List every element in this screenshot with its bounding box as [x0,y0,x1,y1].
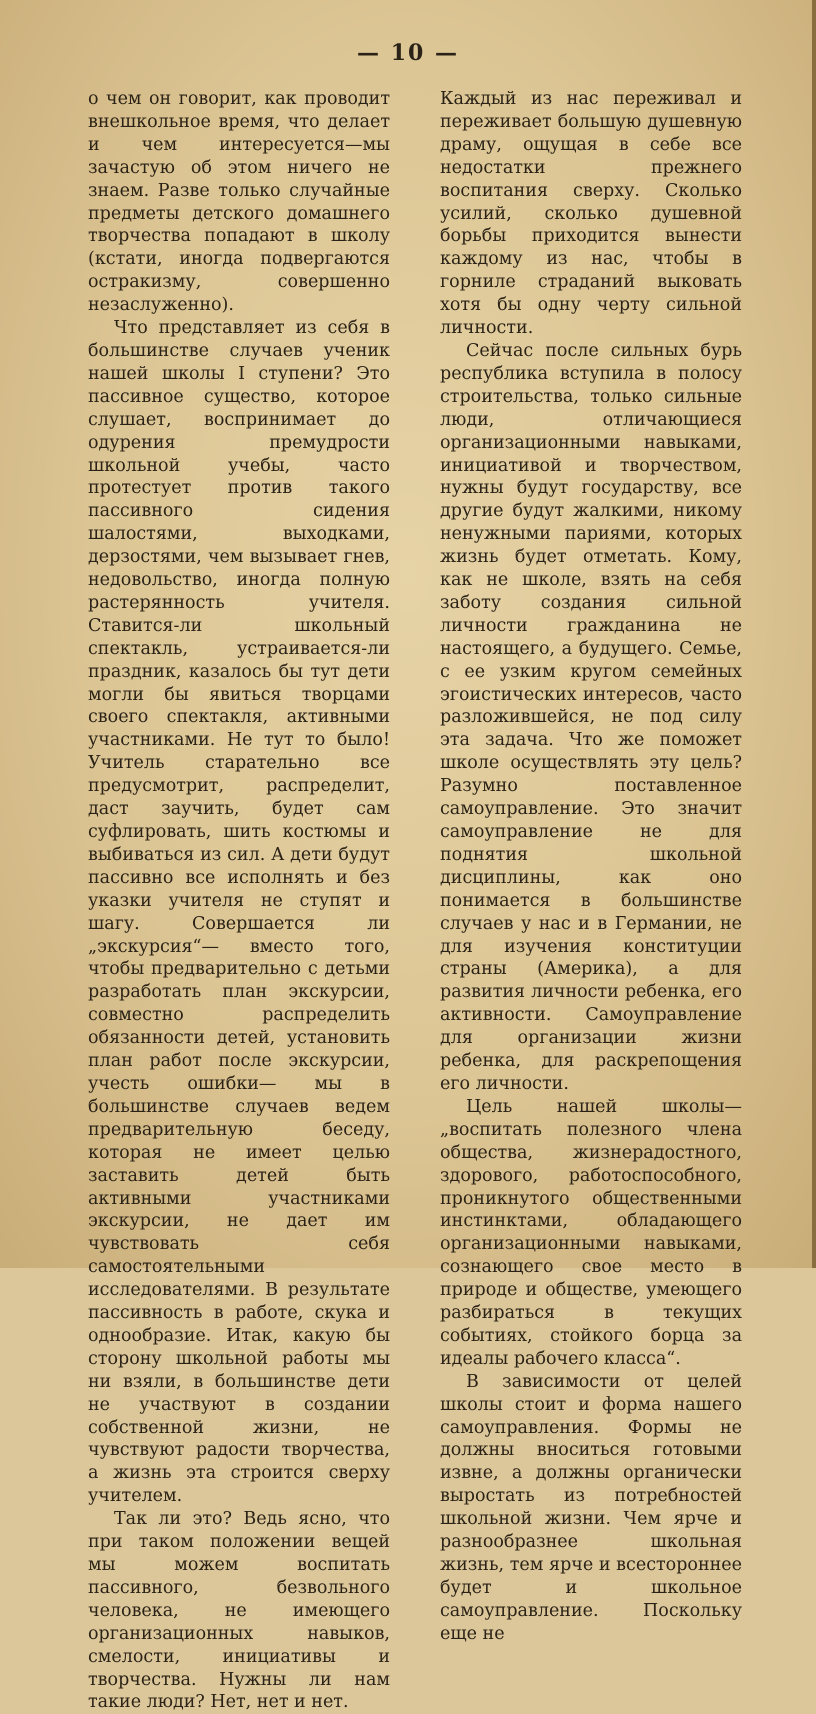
paragraph: Каждый из нас переживал и переживает большую душевную драму, ощущая в себе все недостатки прежнего воспитания сверху. Сколько усилий, сколько душевной борьбы приходится вынести каждому из нас, чтобы в горниле страданий выковать хотя бы одну черту сильной личности. [440,89,742,339]
page-edge [812,0,816,1268]
page-number: — 10 — [357,40,459,66]
paragraph: Так ли это? Ведь ясно, что при таком положении вещей мы можем воспитать пассивного, безвольного человека, не имеющего организационных навыков, смелости, инициативы и творчества. Нужны ли нам такие люди? Нет, нет и нет. [88,1509,390,1713]
paragraph: Сейчас после сильных бурь республика вступила в полосу строительства, только сильные люди, отличающиеся организационными навыками, инициативой и творчеством, нужны будут государству, все другие будут жалкими, никому ненужными париями, которых жизнь будет отметать. Кому, как не школе, взять на себя заботу создания сильной личности гражданина не настоящего, а будущего. Семье, с ее узким кругом семейных эгоистических интересов, часто разложившейся, не под силу эта задача. Что же поможет школе осуществлять эту цель? Разумно поставленное самоуправление. Это значит самоуправление не для поднятия школьной дисциплины, как оно понимается в большинстве случаев у нас и в Германии, не для изучения конституции страны (Америка), а для развития личности ребенка, его активности. Самоуправление для организации жизни ребенка, для раскрепощения его личности. [440,340,742,1094]
paragraph: Цель нашей школы—„воспитать полезного члена общества, жизнерадостного, здорового, работоспособного, проникнутого общественными инстинктами, обладающего организационными навыками, сознающего свое место в природе и обществе, умеющего разбираться в текущих событиях, стойкого борца за идеалы рабочего класса“. [440,1096,742,1369]
right-column [440,88,742,1646]
left-column [88,88,390,1714]
paragraph: Что представляет из себя в большинстве случаев ученик нашей школы I ступени? Это пассивное существо, которое слушает, воспринимает до одурения премудрости школьной учебы, часто протестует против такого пассивного сидения шалостями, выходками, дерзостями, чем вызывает гнев, недовольство, иногда полную растерянность учителя. Ставится-ли школьный спектакль, устраивается-ли праздник, казалось бы тут дети могли бы явиться творцами своего спектакля, активными участниками. Не тут то было! Учитель старательно все предусмотрит, распределит, даст заучить, будет сам суфлировать, шить костюмы и выбиваться из сил. А дети будут пассивно все исполнять и без указки учителя не ступят и шагу. Совершается ли „экскурсия“— вместо того, чтобы предварительно с детьми разработать план экскурсии, совместно распределить обязанности детей, установить план работ после экскурсии, учесть ошибки— мы в большинстве случаев ведем предварительную беседу, которая не имеет целью заставить детей быть активными участниками экскурсии, не дает им чувствовать себя самостоятельными исследователями. В результате пассивность в работе, скука и однообразие. Итак, какую бы сторону школьной работы мы ни взяли, в большинстве дети не участвуют в создании собственной жизни, не чувствуют радости творчества, а жизнь эта строится сверху учителем. [88,318,390,1507]
paragraph: В зависимости от целей школы стоит и форма нашего самоуправления. Формы не должны вноситься готовыми извне, а должны органически выростать из потребностей школьной жизни. Чем ярче и разнообразнее школьная жизнь, тем ярче и всестороннее будет и школьное самоуправление. Поскольку еще не [440,1371,742,1644]
paragraph: о чем он говорит, как проводит внешкольное время, что делает и чем интересуется—мы зачастую об этом ничего не знаем. Разве только случайные предметы детского домашнего творчества попадают в школу (кстати, иногда подвергаются остракизму, совершенно незаслуженно). [88,89,390,316]
